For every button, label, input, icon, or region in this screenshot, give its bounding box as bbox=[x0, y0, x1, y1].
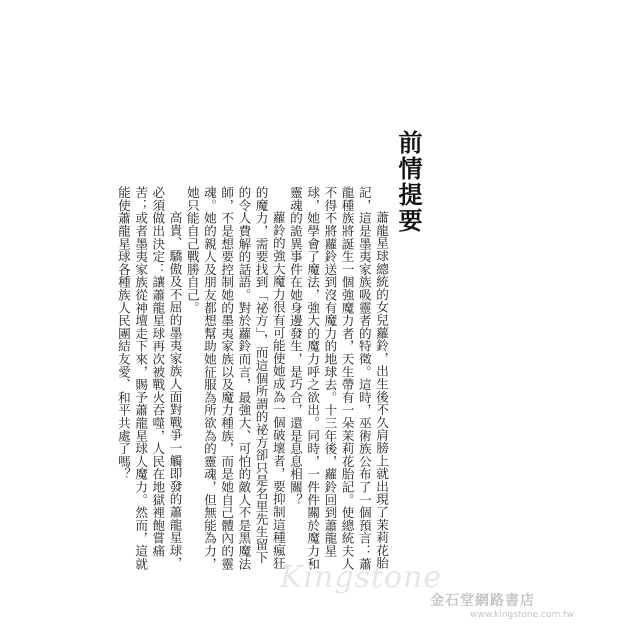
paragraph-1: 蕭龍星球總統的女兒蘿鈴，出生後不久肩膀上就出現了茉莉花胎記，這是墨夷家族吸靈者的特徵。這時，巫術族公布了一個預言：蕭龍種族將誕生一個強魔力者，天生帶有一朵茉莉花胎記。使總統夫人不得不將蘿鈴送到沒有魔力的地球去。十三年後，蘿鈴回到蕭龍星球，她學會了魔法，強大的魔力呼之欲出。同時，一件件關於魔力和靈魂的詭異事件在她身邊發生，是巧合，還是息息相關？ bbox=[287, 186, 389, 570]
page-title: 前情提要 bbox=[394, 130, 422, 234]
paragraph-2: 蘿鈴的強大魔力很有可能使她成為一個破壞者，要抑制這種瘋狂的魔力，需要找到「祕方」，而這個所謂的祕方卻只是名里先生留下的令人費解的話語。對於蘿鈴而言，最強大、可怕的敵人不是黑魔法師，不是想要控制她的墨夷家族以及魔力種族，而是她自己體內的靈魂。她的親人及朋友都想幫助她征服為所欲為的靈魂，但無能為力，她只能自己戰勝自己。 bbox=[184, 186, 286, 570]
paragraph-3: 高貴、驕傲及不屈的墨夷家族人面對戰爭一觸即發的蕭龍星球，必須做出決定：讓蕭龍星球再次被戰火吞噬，人民在地獄裡飽嘗痛苦；或者墨夷家族從神壇走下來，賜予蕭龍星球人魔力。然而，這就能使蕭龍星球各種族人民團結友愛、和平共處了嗎？ bbox=[115, 186, 183, 570]
synopsis-text bbox=[115, 186, 390, 576]
watermark-logo-latin: Kingstone bbox=[280, 560, 443, 595]
watermark-logo-chinese: 金石堂網路書店 bbox=[430, 593, 535, 609]
watermark-url: www.kingstone.com.tw bbox=[470, 610, 575, 620]
